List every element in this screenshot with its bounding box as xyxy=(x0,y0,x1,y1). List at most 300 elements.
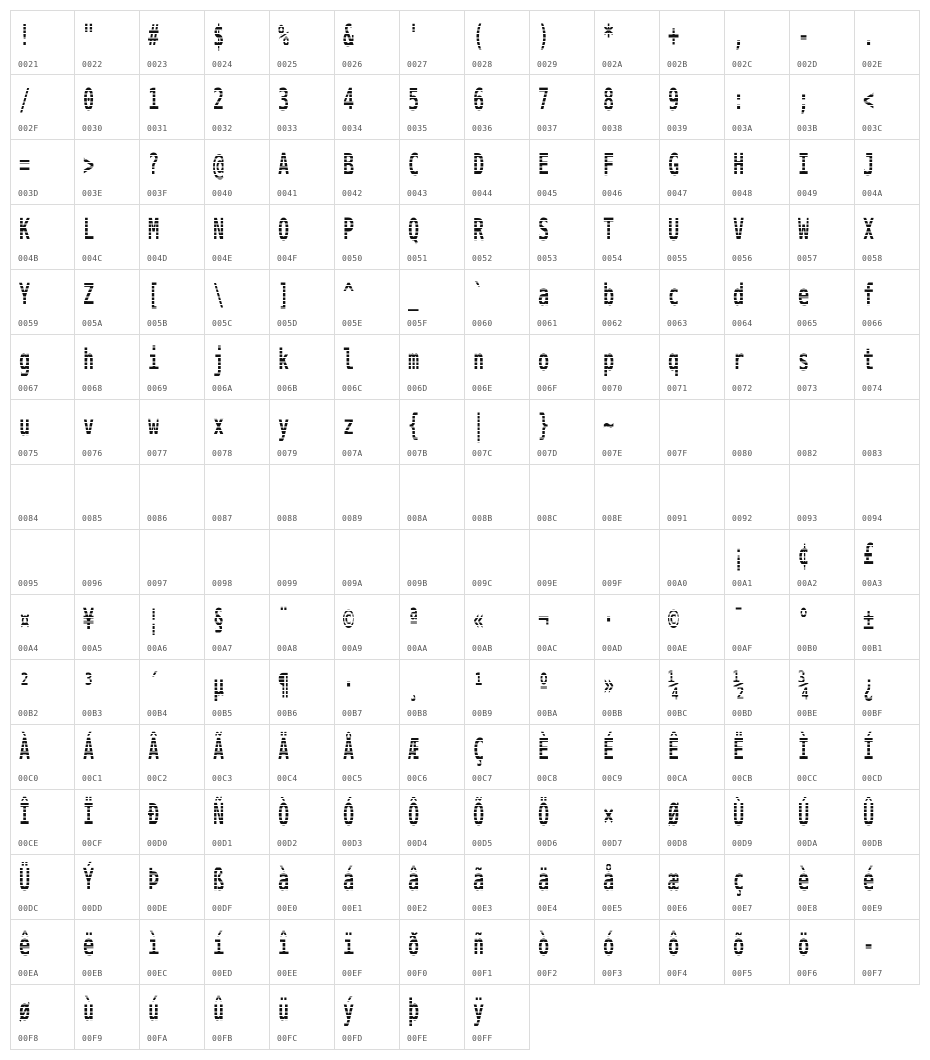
unicode-code-label: 00D5 xyxy=(472,839,493,848)
glyph-cell xyxy=(140,595,205,660)
glyph-sample: & xyxy=(343,15,354,59)
glyph-sample: A xyxy=(278,144,289,188)
glyph-cell xyxy=(855,140,920,205)
glyph-sample: V xyxy=(733,209,744,253)
glyph-sample: ~ xyxy=(603,404,614,448)
glyph-cell xyxy=(660,660,725,725)
unicode-code-label: 00B9 xyxy=(472,709,493,718)
glyph-cell xyxy=(530,660,595,725)
glyph-cell xyxy=(400,530,465,595)
unicode-code-label: 008E xyxy=(602,514,623,523)
unicode-code-label: 00E8 xyxy=(797,904,818,913)
glyph-sample: ¤ xyxy=(19,599,30,643)
unicode-code-label: 00EB xyxy=(82,969,103,978)
glyph-cell xyxy=(595,660,660,725)
glyph-sample: á xyxy=(343,859,354,903)
glyph-cell xyxy=(335,140,400,205)
glyph-cell xyxy=(75,660,140,725)
unicode-code-label: 0046 xyxy=(602,189,623,198)
unicode-code-label: 008A xyxy=(407,514,428,523)
unicode-code-label: 0026 xyxy=(342,60,363,69)
unicode-code-label: 00E2 xyxy=(407,904,428,913)
glyph-sample: Q xyxy=(408,209,419,253)
unicode-code-label: 0082 xyxy=(797,449,818,458)
glyph-cell xyxy=(75,10,140,75)
glyph-cell xyxy=(400,400,465,465)
unicode-code-label: 00B6 xyxy=(277,709,298,718)
glyph-cell xyxy=(660,725,725,790)
unicode-code-label: 0094 xyxy=(862,514,883,523)
unicode-code-label: 00D9 xyxy=(732,839,753,848)
glyph-sample: ü xyxy=(278,989,289,1033)
glyph-sample: Á xyxy=(83,729,94,773)
glyph-cell xyxy=(855,465,920,530)
glyph-sample: ã xyxy=(473,859,484,903)
glyph-cell xyxy=(595,855,660,920)
glyph-sample: ³ xyxy=(83,664,94,708)
unicode-code-label: 0086 xyxy=(147,514,168,523)
unicode-code-label: 00C5 xyxy=(342,774,363,783)
glyph-cell xyxy=(465,660,530,725)
glyph-cell xyxy=(270,335,335,400)
unicode-code-label: 0021 xyxy=(18,60,39,69)
glyph-cell xyxy=(335,530,400,595)
glyph-cell xyxy=(595,140,660,205)
glyph-cell xyxy=(660,530,725,595)
unicode-code-label: 00E6 xyxy=(667,904,688,913)
glyph-cell xyxy=(270,985,335,1050)
unicode-code-label: 0061 xyxy=(537,319,558,328)
glyph-sample: 9 xyxy=(668,79,679,123)
unicode-code-label: 00A8 xyxy=(277,644,298,653)
glyph-cell xyxy=(790,140,855,205)
glyph-sample: û xyxy=(213,989,224,1033)
glyph-sample: U xyxy=(668,209,679,253)
glyph-cell xyxy=(10,660,75,725)
unicode-code-label: 0098 xyxy=(212,579,233,588)
unicode-code-label: 00FE xyxy=(407,1034,428,1043)
glyph-cell xyxy=(205,75,270,140)
unicode-code-label: 0076 xyxy=(82,449,103,458)
glyph-sample: ì xyxy=(148,924,159,968)
glyph-cell xyxy=(530,335,595,400)
glyph-sample: ¥ xyxy=(83,599,94,643)
unicode-code-label: 006A xyxy=(212,384,233,393)
glyph-cell xyxy=(725,335,790,400)
unicode-code-label: 0059 xyxy=(18,319,39,328)
unicode-code-label: 0087 xyxy=(212,514,233,523)
glyph-sample: ° xyxy=(798,599,809,643)
glyph-sample: y xyxy=(278,404,289,448)
glyph-cell xyxy=(855,400,920,465)
unicode-code-label: 00F1 xyxy=(472,969,493,978)
glyph-sample: î xyxy=(278,924,289,968)
glyph-sample: ½ xyxy=(733,664,744,708)
glyph-cell xyxy=(205,270,270,335)
glyph-sample: 4 xyxy=(343,79,354,123)
glyph-sample: ë xyxy=(83,924,94,968)
glyph-cell xyxy=(530,790,595,855)
glyph-cell xyxy=(75,725,140,790)
unicode-code-label: 002E xyxy=(862,60,883,69)
unicode-code-label: 0096 xyxy=(82,579,103,588)
glyph-sample: Ê xyxy=(668,729,679,773)
unicode-code-label: 0027 xyxy=(407,60,428,69)
glyph-sample: ? xyxy=(148,144,159,188)
glyph-sample: Ú xyxy=(798,794,809,838)
glyph-sample: Þ xyxy=(148,859,159,903)
unicode-code-label: 009C xyxy=(472,579,493,588)
unicode-code-label: 00CF xyxy=(82,839,103,848)
glyph-cell xyxy=(660,140,725,205)
glyph-cell xyxy=(270,465,335,530)
glyph-cell xyxy=(725,595,790,660)
glyph-cell xyxy=(660,790,725,855)
unicode-code-label: 0071 xyxy=(667,384,688,393)
glyph-cell xyxy=(855,920,920,985)
glyph-sample: Æ xyxy=(408,729,419,773)
glyph-cell xyxy=(205,920,270,985)
glyph-cell xyxy=(725,465,790,530)
glyph-cell xyxy=(790,530,855,595)
glyph-cell xyxy=(270,855,335,920)
unicode-code-label: 0022 xyxy=(82,60,103,69)
unicode-code-label: 0064 xyxy=(732,319,753,328)
glyph-sample: z xyxy=(343,404,354,448)
unicode-code-label: 0099 xyxy=(277,579,298,588)
unicode-code-label: 007C xyxy=(472,449,493,458)
unicode-code-label: 004C xyxy=(82,254,103,263)
unicode-code-label: 0032 xyxy=(212,124,233,133)
glyph-cell xyxy=(660,335,725,400)
glyph-sample: Ã xyxy=(213,729,224,773)
glyph-cell xyxy=(725,140,790,205)
glyph-cell xyxy=(270,790,335,855)
unicode-code-label: 00B8 xyxy=(407,709,428,718)
unicode-code-label: 00FF xyxy=(472,1034,493,1043)
glyph-cell xyxy=(725,205,790,270)
unicode-code-label: 00AA xyxy=(407,644,428,653)
unicode-code-label: 006C xyxy=(342,384,363,393)
glyph-sample: Z xyxy=(83,274,94,318)
glyph-sample: Í xyxy=(863,729,874,773)
glyph-cell xyxy=(205,660,270,725)
glyph-sample: õ xyxy=(733,924,744,968)
glyph-cell xyxy=(465,400,530,465)
glyph-cell xyxy=(530,400,595,465)
glyph-cell xyxy=(790,400,855,465)
unicode-code-label: 00CA xyxy=(667,774,688,783)
glyph-cell xyxy=(725,270,790,335)
glyph-sample: ô xyxy=(668,924,679,968)
unicode-code-label: 00AF xyxy=(732,644,753,653)
unicode-code-label: 00C4 xyxy=(277,774,298,783)
glyph-cell xyxy=(140,75,205,140)
glyph-cell xyxy=(10,10,75,75)
unicode-code-label: 00F7 xyxy=(862,969,883,978)
glyph-sample: O xyxy=(278,209,289,253)
unicode-code-label: 00BC xyxy=(667,709,688,718)
glyph-cell xyxy=(725,10,790,75)
glyph-sample: - xyxy=(798,15,809,59)
glyph-cell xyxy=(530,530,595,595)
unicode-code-label: 00A0 xyxy=(667,579,688,588)
glyph-cell xyxy=(465,270,530,335)
glyph-sample: f xyxy=(863,274,874,318)
unicode-code-label: 00B0 xyxy=(797,644,818,653)
glyph-cell xyxy=(10,985,75,1050)
unicode-code-label: 0093 xyxy=(797,514,818,523)
unicode-code-label: 00BA xyxy=(537,709,558,718)
unicode-code-label: 00FA xyxy=(147,1034,168,1043)
glyph-sample: Ý xyxy=(83,859,94,903)
unicode-code-label: 00C9 xyxy=(602,774,623,783)
glyph-sample: Ç xyxy=(473,729,484,773)
unicode-code-label: 00BD xyxy=(732,709,753,718)
glyph-cell xyxy=(335,790,400,855)
glyph-sample: ý xyxy=(343,989,354,1033)
glyph-sample: r xyxy=(733,339,744,383)
glyph-cell xyxy=(660,855,725,920)
unicode-code-label: 00D3 xyxy=(342,839,363,848)
unicode-code-label: 004B xyxy=(18,254,39,263)
unicode-code-label: 0057 xyxy=(797,254,818,263)
unicode-code-label: 00AB xyxy=(472,644,493,653)
unicode-code-label: 0038 xyxy=(602,124,623,133)
glyph-sample: H xyxy=(733,144,744,188)
glyph-sample: > xyxy=(83,144,94,188)
unicode-code-label: 00F6 xyxy=(797,969,818,978)
glyph-sample: L xyxy=(83,209,94,253)
unicode-code-label: 0024 xyxy=(212,60,233,69)
glyph-sample: , xyxy=(733,15,744,59)
unicode-code-label: 0078 xyxy=(212,449,233,458)
glyph-cell xyxy=(855,660,920,725)
glyph-cell xyxy=(270,140,335,205)
glyph-sample: h xyxy=(83,339,94,383)
glyph-sample: º xyxy=(538,664,549,708)
glyph-sample: M xyxy=(148,209,159,253)
glyph-sample: Û xyxy=(863,794,874,838)
glyph-cell xyxy=(725,660,790,725)
glyph-sample: } xyxy=(538,404,549,448)
unicode-code-label: 0054 xyxy=(602,254,623,263)
unicode-code-label: 00A1 xyxy=(732,579,753,588)
glyph-sample: v xyxy=(83,404,94,448)
glyph-cell xyxy=(855,10,920,75)
glyph-cell xyxy=(790,725,855,790)
glyph-sample: : xyxy=(733,79,744,123)
glyph-cell xyxy=(400,790,465,855)
glyph-sample: Ó xyxy=(343,794,354,838)
unicode-code-label: 0023 xyxy=(147,60,168,69)
unicode-code-label: 0049 xyxy=(797,189,818,198)
glyph-cell xyxy=(205,335,270,400)
glyph-cell xyxy=(75,920,140,985)
glyph-sample: / xyxy=(19,79,30,123)
glyph-sample: ¶ xyxy=(278,664,289,708)
glyph-sample: Ï xyxy=(83,794,94,838)
glyph-cell xyxy=(660,75,725,140)
glyph-sample: + xyxy=(668,15,679,59)
glyph-cell xyxy=(400,10,465,75)
glyph-cell xyxy=(335,205,400,270)
glyph-cell xyxy=(400,660,465,725)
glyph-cell xyxy=(530,205,595,270)
glyph-sample: W xyxy=(798,209,809,253)
glyph-cell xyxy=(530,75,595,140)
unicode-code-label: 0051 xyxy=(407,254,428,263)
glyph-cell xyxy=(400,270,465,335)
glyph-cell xyxy=(530,465,595,530)
unicode-code-label: 0040 xyxy=(212,189,233,198)
glyph-cell xyxy=(855,790,920,855)
glyph-sample: ð xyxy=(408,924,419,968)
glyph-sample: o xyxy=(538,339,549,383)
unicode-code-label: 0058 xyxy=(862,254,883,263)
glyph-cell xyxy=(10,920,75,985)
glyph-sample: C xyxy=(408,144,419,188)
unicode-code-label: 00CB xyxy=(732,774,753,783)
glyph-sample: E xyxy=(538,144,549,188)
glyph-cell xyxy=(140,205,205,270)
glyph-cell xyxy=(465,790,530,855)
glyph-cell xyxy=(790,595,855,660)
glyph-cell xyxy=(400,205,465,270)
glyph-cell xyxy=(400,140,465,205)
unicode-code-label: 00A4 xyxy=(18,644,39,653)
glyph-sample: l xyxy=(343,339,354,383)
glyph-sample: â xyxy=(408,859,419,903)
glyph-cell xyxy=(530,270,595,335)
unicode-code-label: 00F5 xyxy=(732,969,753,978)
glyph-cell xyxy=(400,855,465,920)
glyph-cell xyxy=(595,595,660,660)
glyph-sample: ( xyxy=(473,15,484,59)
glyph-sample: w xyxy=(148,404,159,448)
unicode-code-label: 007B xyxy=(407,449,428,458)
unicode-code-label: 00F3 xyxy=(602,969,623,978)
glyph-cell xyxy=(10,270,75,335)
glyph-sample: ó xyxy=(603,924,614,968)
unicode-code-label: 00C0 xyxy=(18,774,39,783)
glyph-sample: £ xyxy=(863,534,874,578)
unicode-code-label: 0052 xyxy=(472,254,493,263)
glyph-cell xyxy=(855,855,920,920)
unicode-code-label: 00C6 xyxy=(407,774,428,783)
glyph-cell xyxy=(140,270,205,335)
glyph-cell xyxy=(140,985,205,1050)
glyph-sample: . xyxy=(863,15,874,59)
unicode-code-label: 0042 xyxy=(342,189,363,198)
glyph-sample: ç xyxy=(733,859,744,903)
glyph-sample: _ xyxy=(408,274,419,318)
glyph-cell xyxy=(75,595,140,660)
glyph-cell xyxy=(725,920,790,985)
glyph-cell xyxy=(270,400,335,465)
unicode-code-label: 006D xyxy=(407,384,428,393)
unicode-code-label: 0079 xyxy=(277,449,298,458)
unicode-code-label: 0044 xyxy=(472,189,493,198)
glyph-cell xyxy=(465,465,530,530)
glyph-cell xyxy=(400,725,465,790)
glyph-cell xyxy=(75,530,140,595)
glyph-cell xyxy=(530,595,595,660)
glyph-cell xyxy=(465,530,530,595)
unicode-code-label: 002A xyxy=(602,60,623,69)
unicode-code-label: 00B3 xyxy=(82,709,103,718)
glyph-cell xyxy=(725,725,790,790)
glyph-cell xyxy=(205,595,270,660)
glyph-sample: å xyxy=(603,859,614,903)
glyph-sample: ï xyxy=(343,924,354,968)
glyph-sample: - xyxy=(863,924,874,968)
unicode-code-label: 003C xyxy=(862,124,883,133)
unicode-code-label: 006E xyxy=(472,384,493,393)
unicode-code-label: 0070 xyxy=(602,384,623,393)
glyph-cell xyxy=(465,595,530,660)
unicode-code-label: 0084 xyxy=(18,514,39,523)
glyph-sample: ] xyxy=(278,274,289,318)
glyph-sample: À xyxy=(19,729,30,773)
glyph-cell xyxy=(660,400,725,465)
glyph-cell xyxy=(335,660,400,725)
unicode-code-label: 0031 xyxy=(147,124,168,133)
glyph-sample: 2 xyxy=(213,79,224,123)
unicode-code-label: 0085 xyxy=(82,514,103,523)
glyph-sample: ¡ xyxy=(733,534,744,578)
glyph-sample: R xyxy=(473,209,484,253)
unicode-code-label: 00B4 xyxy=(147,709,168,718)
unicode-code-label: 00C8 xyxy=(537,774,558,783)
unicode-code-label: 00AE xyxy=(667,644,688,653)
unicode-code-label: 00BF xyxy=(862,709,883,718)
glyph-sample: 5 xyxy=(408,79,419,123)
glyph-cell xyxy=(465,985,530,1050)
glyph-sample: é xyxy=(863,859,874,903)
glyph-sample: P xyxy=(343,209,354,253)
glyph-sample: 6 xyxy=(473,79,484,123)
unicode-code-label: 0055 xyxy=(667,254,688,263)
glyph-cell xyxy=(270,270,335,335)
glyph-sample: Ò xyxy=(278,794,289,838)
unicode-code-label: 00EE xyxy=(277,969,298,978)
glyph-cell xyxy=(75,400,140,465)
glyph-cell xyxy=(855,530,920,595)
glyph-cell xyxy=(660,465,725,530)
glyph-cell xyxy=(75,75,140,140)
glyph-cell xyxy=(790,920,855,985)
glyph-sample: ù xyxy=(83,989,94,1033)
unicode-code-label: 00E1 xyxy=(342,904,363,913)
unicode-code-label: 004D xyxy=(147,254,168,263)
glyph-sample: Ø xyxy=(668,794,679,838)
glyph-sample: ö xyxy=(798,924,809,968)
unicode-code-label: 003E xyxy=(82,189,103,198)
glyph-cell xyxy=(205,790,270,855)
unicode-code-label: 00E0 xyxy=(277,904,298,913)
glyph-sample: ! xyxy=(19,15,30,59)
unicode-code-label: 0075 xyxy=(18,449,39,458)
unicode-code-label: 00CE xyxy=(18,839,39,848)
glyph-cell xyxy=(400,920,465,985)
glyph-sample: B xyxy=(343,144,354,188)
unicode-code-label: 0065 xyxy=(797,319,818,328)
unicode-code-label: 00E9 xyxy=(862,904,883,913)
glyph-cell xyxy=(530,10,595,75)
unicode-code-label: 005B xyxy=(147,319,168,328)
glyph-cell xyxy=(790,855,855,920)
